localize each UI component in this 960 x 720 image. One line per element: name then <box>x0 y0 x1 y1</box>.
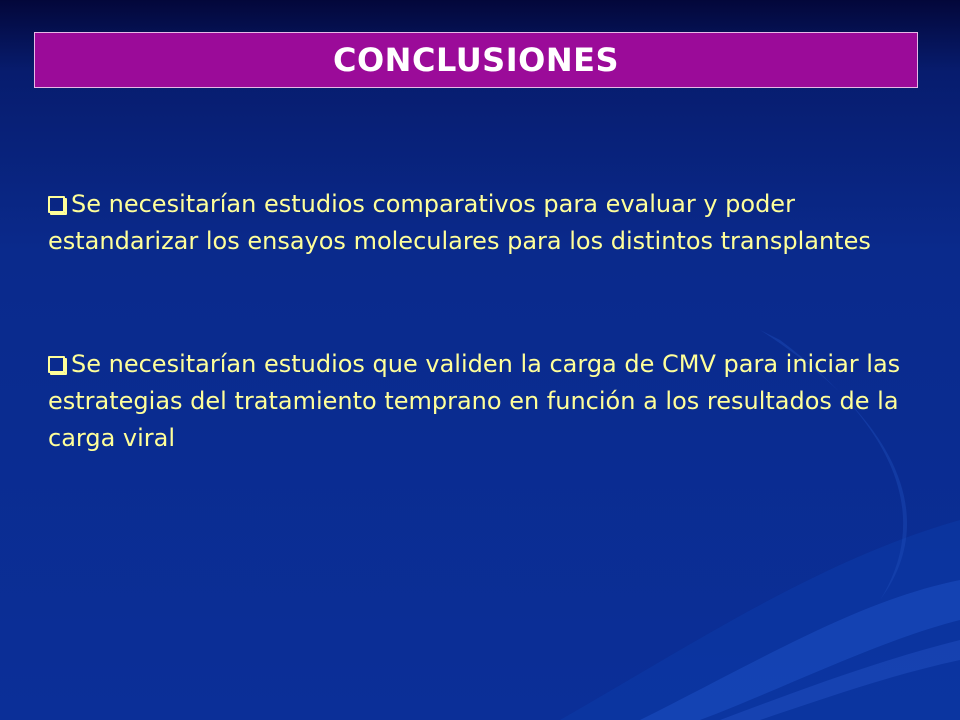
bullet-item <box>48 186 908 260</box>
title-box <box>34 32 918 88</box>
bullet-item <box>48 346 908 457</box>
bullet-text: Se necesitarían estudios que validen la carga de CMV para iniciar las estrategias del tratamiento temprano en función a los resultados de la carga viral <box>48 350 901 452</box>
bullet-text: Se necesitarían estudios comparativos para evaluar y poder estandarizar los ensayos moleculares para los distintos transplantes <box>48 190 871 255</box>
checkbox-bullet-icon <box>48 356 65 373</box>
checkbox-bullet-icon <box>48 196 65 213</box>
bullet-list <box>48 186 908 543</box>
slide-title: CONCLUSIONES <box>332 41 620 79</box>
